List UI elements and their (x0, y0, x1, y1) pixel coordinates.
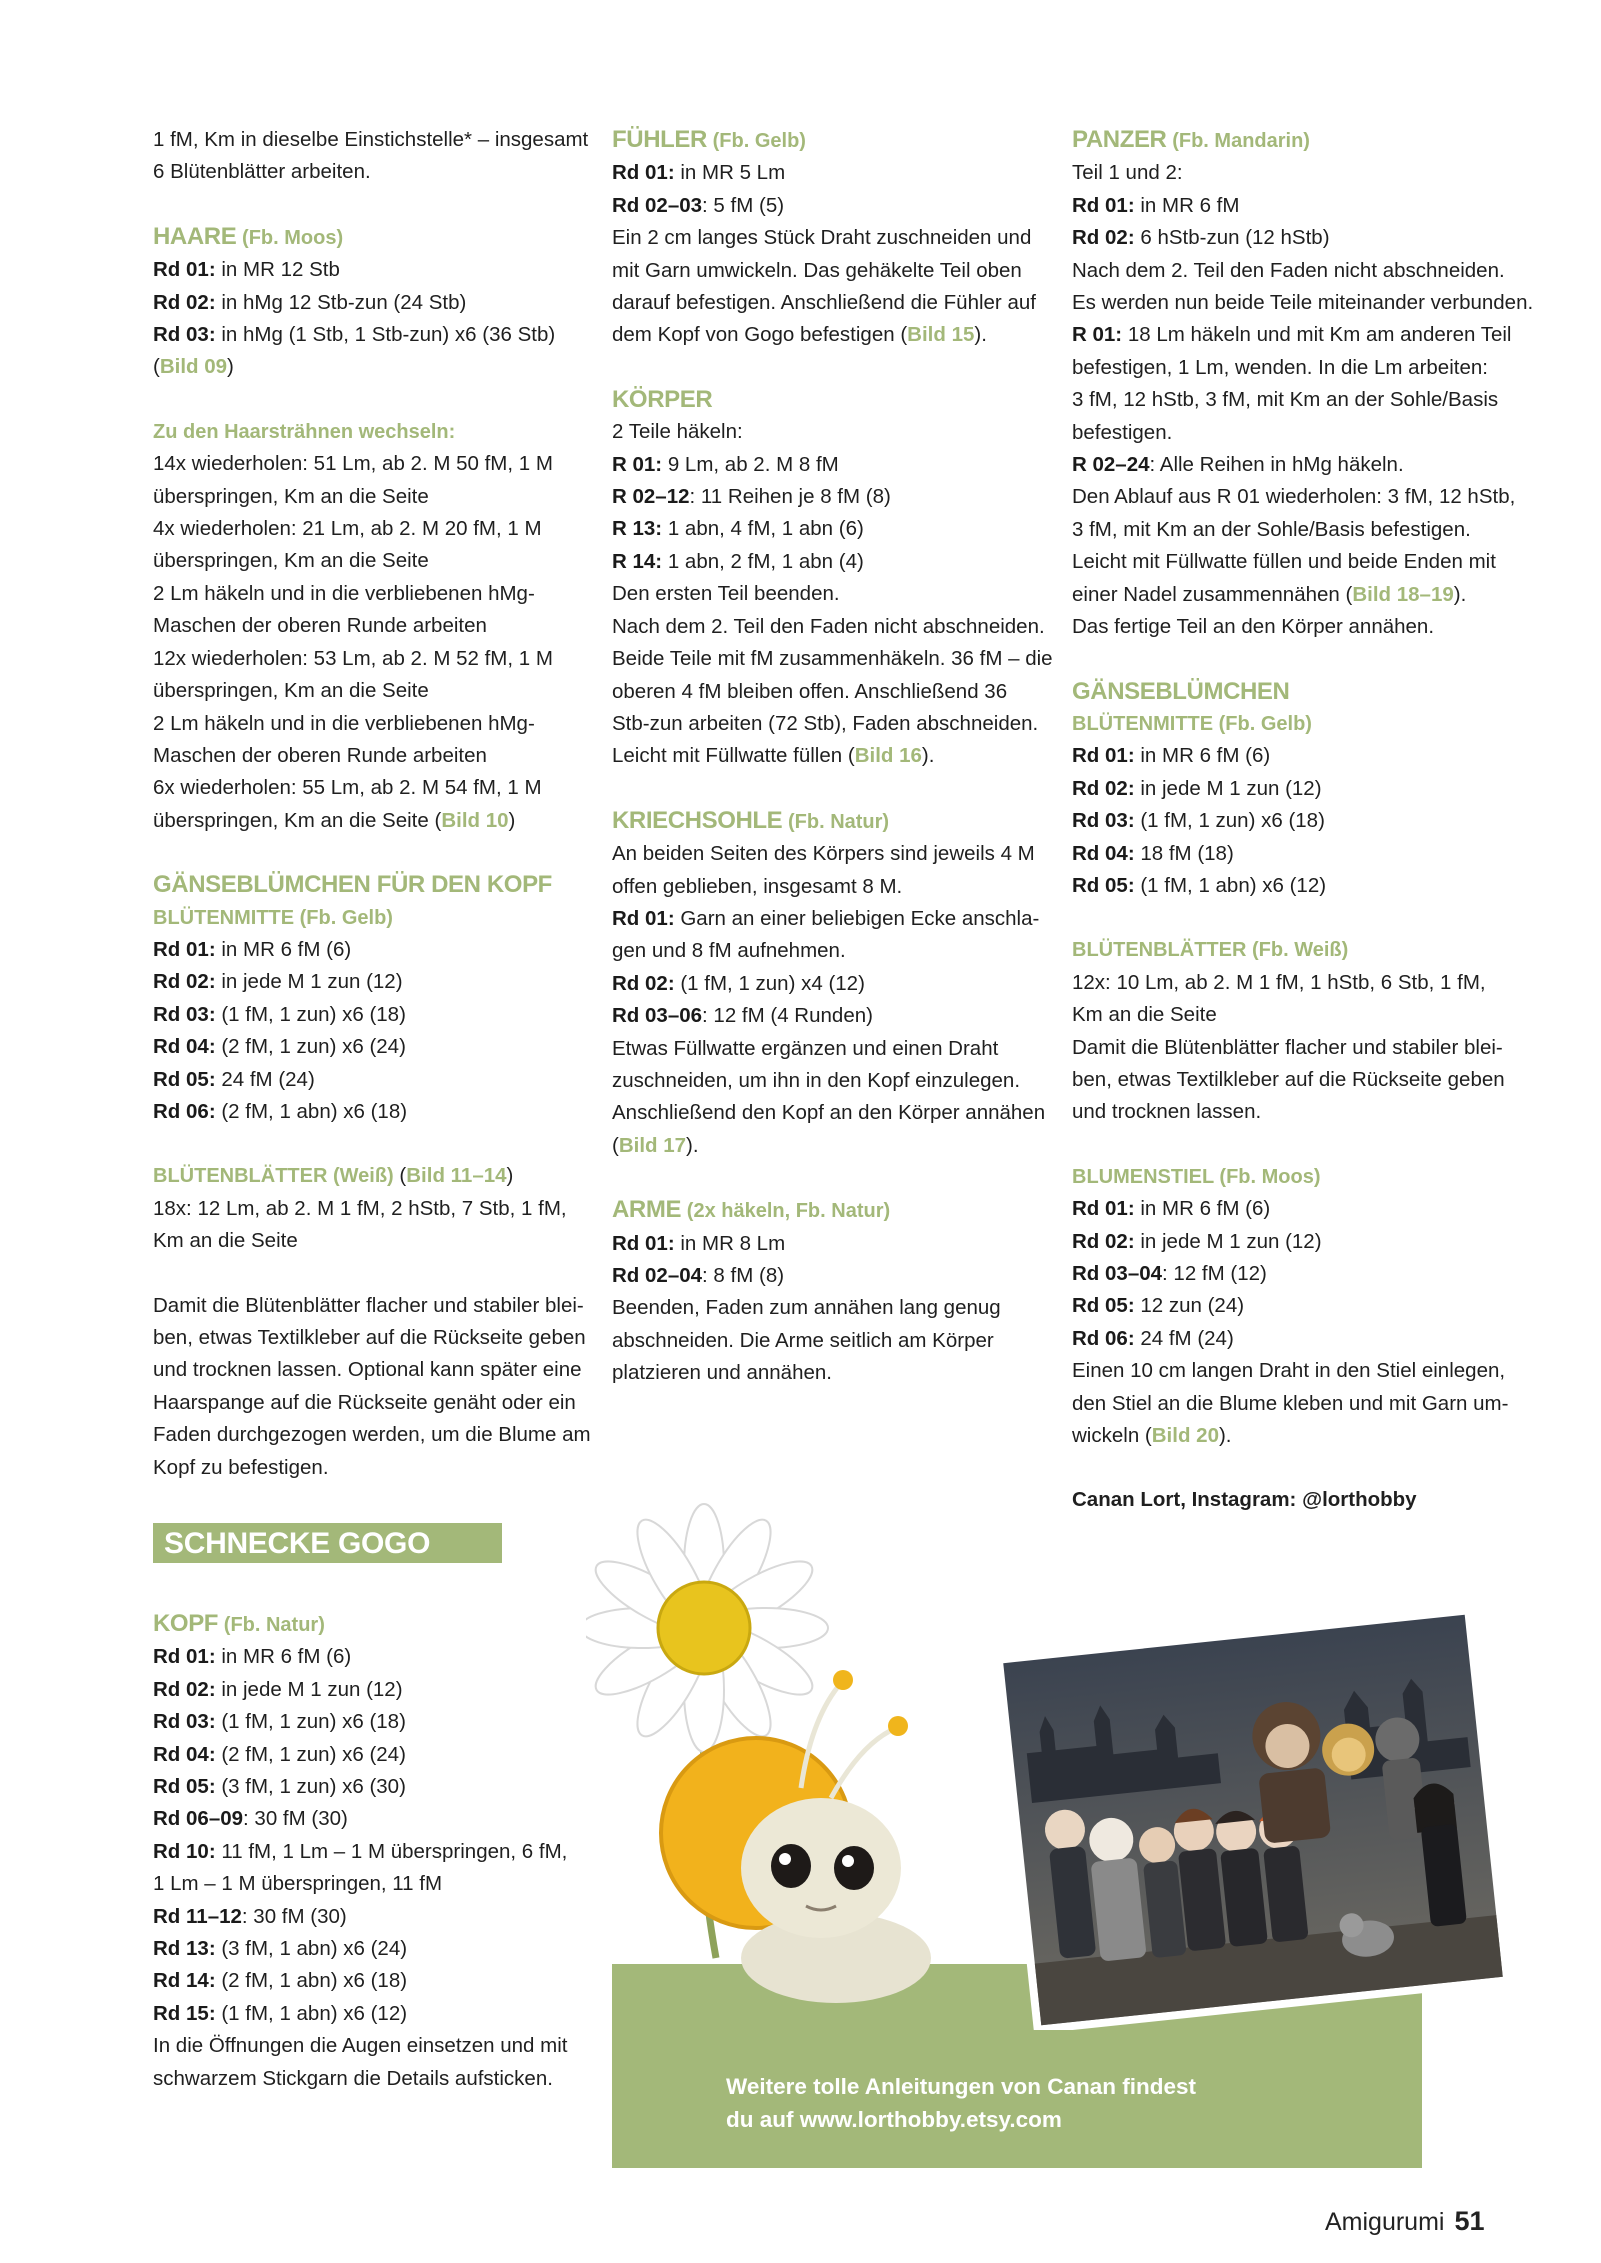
text-line: ben, etwas Textilkleber auf die Rückseite geben (153, 1326, 586, 1349)
text-line: überspringen, Km an die Seite (153, 484, 429, 508)
text-line: An beiden Seiten des Körpers sind jeweils 4 M (612, 842, 1035, 866)
subheading-bluetenmitte: BLÜTENMITTE (Fb. Gelb) (1072, 712, 1312, 735)
round-line: R 01: 18 Lm häkeln und mit Km am anderen Teil (1072, 323, 1512, 347)
promo-text (726, 2070, 1366, 2136)
text-line: ben, etwas Textilkleber auf die Rückseite geben (1072, 1067, 1505, 1091)
text-line: 3 fM, mit Km an der Sohle/Basis befestigen. (1072, 517, 1471, 541)
amigurumi-collection-photo (995, 1610, 1510, 2030)
page-footer (1325, 2206, 1485, 2237)
text-line: Es werden nun beide Teile miteinander verbunden. (1072, 291, 1534, 315)
round-line: Rd 02–04: 8 fM (8) (612, 1264, 785, 1287)
text-line: offen geblieben, insgesamt 8 M. (612, 874, 903, 898)
text-line: 18x: 12 Lm, ab 2. M 1 fM, 2 hStb, 7 Stb, 1 fM, (153, 1196, 567, 1220)
text-line: 6x wiederholen: 55 Lm, ab 2. M 54 fM, 1 M (153, 776, 542, 800)
subheading-bluetenblaetter: BLÜTENBLÄTTER (Weiß) (Bild 11–14) (153, 1164, 514, 1188)
round-line: Rd 04: (2 fM, 1 zun) x6 (24) (153, 1742, 406, 1766)
round-line: Rd 13: (3 fM, 1 abn) x6 (24) (153, 1937, 408, 1961)
text-line: Km an die Seite (153, 1229, 298, 1253)
text-line: Ein 2 cm langes Stück Draht zuschneiden und (612, 226, 1032, 250)
text-line: Beide Teile mit fM zusammenhäkeln. 36 fM – die (612, 647, 1053, 671)
text-line: Anschließend den Kopf an den Körper annähen (612, 1101, 1046, 1125)
round-line: Rd 02: in jede M 1 zun (12) (153, 970, 403, 994)
text-line: 1 fM, Km in dieselbe Einstichstelle* – insgesamt (153, 128, 589, 151)
round-line: Rd 05: (3 fM, 1 zun) x6 (30) (153, 1775, 406, 1799)
round-line: Rd 04: 18 fM (18) (1072, 841, 1234, 865)
text-line: 4x wiederholen: 21 Lm, ab 2. M 20 fM, 1 M (153, 517, 542, 541)
text-line: Damit die Blütenblätter flacher und stabiler blei- (153, 1293, 584, 1317)
column-left (153, 124, 591, 1484)
text-line: wickeln (Bild 20). (1072, 1424, 1232, 1448)
text-line: Damit die Blütenblätter flacher und stabiler blei- (1072, 1035, 1503, 1059)
text-line: darauf befestigen. Anschließend die Fühler auf (612, 291, 1036, 315)
text-line: Maschen der oberen Runde arbeiten (153, 614, 487, 638)
text-line: Leicht mit Füllwatte füllen (Bild 16). (612, 744, 935, 768)
round-line: Rd 05: (1 fM, 1 abn) x6 (12) (1072, 873, 1327, 897)
round-line: Rd 03–04: 12 fM (12) (1072, 1262, 1267, 1285)
round-line: Rd 06: 24 fM (24) (1072, 1326, 1234, 1350)
round-line: Rd 02: in jede M 1 zun (12) (153, 1677, 403, 1701)
section-heading-kopf: KOPF (Fb. Natur) (153, 1610, 325, 1637)
round-line: Rd 01: in MR 6 fM (6) (153, 1645, 352, 1669)
text-line: Das fertige Teil an den Körper annähen. (1072, 615, 1435, 639)
text-line: den Stiel an die Blume kleben und mit Garn um- (1072, 1391, 1509, 1415)
text-line: platzieren und annähen. (612, 1361, 832, 1385)
column-right (1072, 124, 1534, 1517)
column-middle (612, 124, 1053, 1390)
round-line: Rd 03: in hMg (1 Stb, 1 Stb-zun) x6 (36 Stb) (153, 323, 556, 347)
subheading-blumenstiel: BLUMENSTIEL (Fb. Moos) (1072, 1165, 1321, 1188)
text-line: 6 Blütenblätter arbeiten. (153, 160, 371, 184)
round-line: Rd 02: in jede M 1 zun (12) (1072, 1229, 1322, 1253)
subheading-bluetenblaetter: BLÜTENBLÄTTER (Fb. Weiß) (1072, 939, 1349, 962)
round-line: Rd 01: in MR 6 fM (6) (1072, 1197, 1271, 1221)
section-title: SCHNECKE GOGO (164, 1527, 431, 1560)
round-line: Rd 11–12: 30 fM (30) (153, 1904, 347, 1928)
round-line: Rd 01: in MR 5 Lm (612, 161, 786, 185)
text-line: 2 Teile häkeln: (612, 420, 743, 444)
round-line: Rd 05: 12 zun (24) (1072, 1294, 1245, 1318)
text-line: 3 fM, 12 hStb, 3 fM, mit Km an der Sohle/Basis (1072, 388, 1499, 412)
text-line: 2 Lm häkeln und in die verbliebenen hMg- (153, 711, 535, 735)
subheading-bluetenmitte: BLÜTENMITTE (Fb. Gelb) (153, 906, 393, 929)
round-line: Rd 01: in MR 12 Stb (153, 258, 340, 282)
round-line: Rd 10: 11 fM, 1 Lm – 1 M überspringen, 6 fM, (153, 1839, 568, 1863)
text-line: überspringen, Km an die Seite (153, 679, 429, 703)
text-line: 12x: 10 Lm, ab 2. M 1 fM, 1 hStb, 6 Stb, 1 fM, (1072, 970, 1486, 994)
text-line: 1 Lm – 1 M überspringen, 11 fM (153, 1872, 443, 1896)
page-number: 51 (1454, 2206, 1485, 2236)
subheading-haarstraehnen: Zu den Haarsträhnen wechseln: (153, 420, 456, 443)
text-line: Teil 1 und 2: (1072, 161, 1183, 185)
text-line: 12x wiederholen: 53 Lm, ab 2. M 52 fM, 1 M (153, 646, 553, 670)
round-line: Rd 01: Garn an einer beliebigen Ecke anschla- (612, 906, 1040, 930)
section-heading-panzer: PANZER (Fb. Mandarin) (1072, 126, 1310, 153)
column-left-kopf (153, 1608, 583, 2095)
text-line: Km an die Seite (1072, 1003, 1217, 1027)
round-line: Rd 02: (1 fM, 1 zun) x4 (12) (612, 971, 865, 995)
round-line: Rd 15: (1 fM, 1 abn) x6 (12) (153, 2001, 408, 2025)
text-line: Leicht mit Füllwatte füllen und beide Enden mit (1072, 550, 1496, 574)
text-line: und trocknen lassen. (1072, 1100, 1262, 1124)
snail-gogo-photo (586, 1488, 956, 2036)
round-line: Rd 02: in hMg 12 Stb-zun (24 Stb) (153, 290, 467, 314)
author-credit: Canan Lort, Instagram: @lorthobby (1072, 1488, 1417, 1512)
section-heading-gaensebluemchen: GÄNSEBLÜMCHEN (1072, 677, 1290, 705)
round-line: Rd 03: (1 fM, 1 zun) x6 (18) (1072, 809, 1325, 833)
text-line: Nach dem 2. Teil den Faden nicht abschneiden. (612, 614, 1045, 638)
round-line: Rd 02: 6 hStb-zun (12 hStb) (1072, 226, 1330, 250)
round-line: R 01: 9 Lm, ab 2. M 8 fM (612, 452, 839, 476)
text-line: Kopf zu befestigen. (153, 1455, 329, 1479)
text-line: 14x wiederholen: 51 Lm, ab 2. M 50 fM, 1 M (153, 452, 553, 476)
round-line: R 13: 1 abn, 4 fM, 1 abn (6) (612, 517, 864, 541)
text-line: befestigen. (1072, 420, 1173, 444)
text-line: abschneiden. Die Arme seitlich am Körper (612, 1328, 994, 1352)
text-line: Den Ablauf aus R 01 wiederholen: 3 fM, 12 hStb, (1072, 485, 1516, 509)
round-line: Rd 01: in MR 6 fM (1072, 193, 1240, 217)
promo-link[interactable]: du auf www.lorthobby.etsy.com (726, 2107, 1062, 2132)
text-line: zuschneiden, um ihn in den Kopf einzulegen. (612, 1068, 1021, 1092)
round-line: Rd 14: (2 fM, 1 abn) x6 (18) (153, 1969, 408, 1993)
text-line: mit Garn umwickeln. Das gehäkelte Teil oben (612, 258, 1022, 282)
round-line: R 02–24: Alle Reihen in hMg häkeln. (1072, 453, 1404, 477)
round-line: Rd 02–03: 5 fM (5) (612, 193, 785, 217)
text-line: In die Öffnungen die Augen einsetzen und mit (153, 2034, 568, 2058)
section-title-banner (153, 1523, 502, 1563)
section-heading-haare: HAARE (Fb. Moos) (153, 222, 344, 250)
round-line: R 14: 1 abn, 2 fM, 1 abn (4) (612, 549, 864, 573)
text-line: schwarzem Stickgarn die Details aufsticken. (153, 2066, 553, 2090)
section-heading-koerper: KÖRPER (612, 385, 713, 413)
round-line: Rd 01: in MR 8 Lm (612, 1231, 786, 1255)
text-line: gen und 8 fM aufnehmen. (612, 939, 846, 963)
round-line: R 02–12: 11 Reihen je 8 fM (8) (612, 485, 891, 509)
section-heading-gaenseblume-kopf: GÄNSEBLÜMCHEN FÜR DEN KOPF (153, 871, 552, 899)
magazine-name: Amigurumi (1325, 2208, 1445, 2236)
text-line: überspringen, Km an die Seite (153, 549, 429, 573)
section-heading-arme: ARME (2x häkeln, Fb. Natur) (612, 1196, 891, 1224)
text-line: Etwas Füllwatte ergänzen und einen Draht (612, 1036, 999, 1060)
round-line: Rd 03–06: 12 fM (4 Runden) (612, 1004, 873, 1028)
round-line: Rd 03: (1 fM, 1 zun) x6 (18) (153, 1710, 406, 1734)
section-heading-kriechsohle: KRIECHSOHLE (Fb. Natur) (612, 806, 890, 834)
section-heading-fuehler: FÜHLER (Fb. Gelb) (612, 126, 806, 153)
round-line: Rd 01: in MR 6 fM (6) (1072, 744, 1271, 768)
text-line: Faden durchgezogen werden, um die Blume am (153, 1423, 591, 1447)
text-line: Stb-zun arbeiten (72 Stb), Faden abschneiden. (612, 711, 1039, 735)
round-line: Rd 06–09: 30 fM (30) (153, 1807, 348, 1831)
text-line: dem Kopf von Gogo befestigen (Bild 15). (612, 323, 987, 347)
text-line: Beenden, Faden zum annähen lang genug (612, 1296, 1001, 1320)
text-line: überspringen, Km an die Seite (Bild 10) (153, 808, 516, 832)
text-line: befestigen, 1 Lm, wenden. In die Lm arbeiten: (1072, 355, 1488, 379)
round-line: Rd 06: (2 fM, 1 abn) x6 (18) (153, 1099, 408, 1123)
text-line: (Bild 17). (612, 1133, 699, 1157)
text-line: Maschen der oberen Runde arbeiten (153, 743, 487, 767)
text-line: oberen 4 fM bleiben offen. Anschließend 36 (612, 679, 1008, 703)
text-line: Einen 10 cm langen Draht in den Stiel einlegen, (1072, 1359, 1506, 1383)
text-line: und trocknen lassen. Optional kann später eine (153, 1358, 582, 1382)
round-line: Rd 05: 24 fM (24) (153, 1067, 315, 1091)
text-line: einer Nadel zusammennähen (Bild 18–19). (1072, 582, 1467, 606)
round-line: Rd 03: (1 fM, 1 zun) x6 (18) (153, 1002, 406, 1026)
text-line: Den ersten Teil beenden. (612, 582, 840, 606)
round-line: Rd 04: (2 fM, 1 zun) x6 (24) (153, 1035, 406, 1059)
text-line: Nach dem 2. Teil den Faden nicht abschneiden. (1072, 258, 1505, 282)
text-line: Haarspange auf die Rückseite genäht oder ein (153, 1390, 576, 1414)
image-reference: (Bild 09) (153, 355, 234, 379)
round-line: Rd 01: in MR 6 fM (6) (153, 937, 352, 961)
round-line: Rd 02: in jede M 1 zun (12) (1072, 776, 1322, 800)
text-line: 2 Lm häkeln und in die verbliebenen hMg- (153, 581, 535, 605)
promo-line: Weitere tolle Anleitungen von Canan findest (726, 2074, 1197, 2099)
